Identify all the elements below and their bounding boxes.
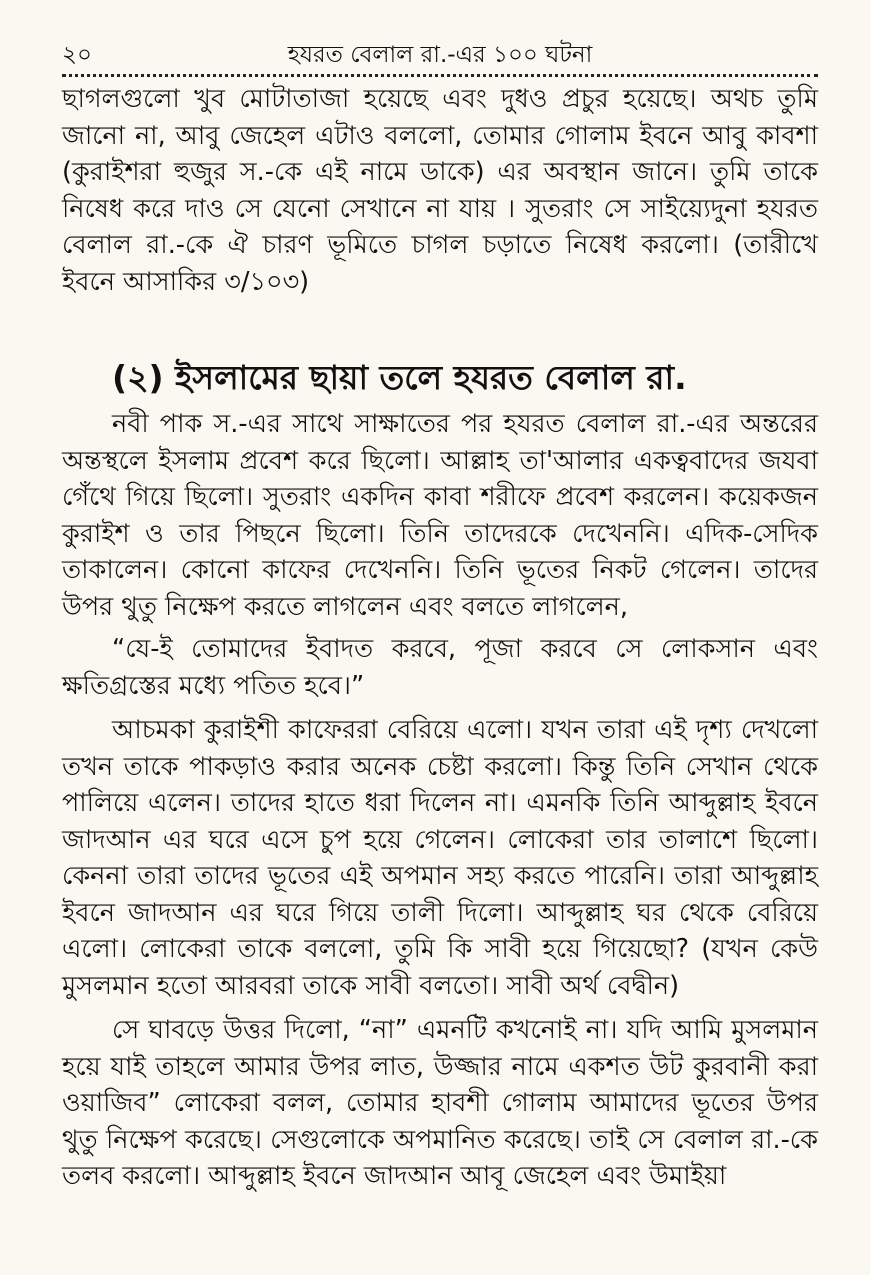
page-header <box>62 40 818 77</box>
paragraph-intro: নবী পাক স.-এর সাথে সাক্ষাতের পর হযরত বেলাল রা.-এর অন্তরের অন্তস্থলে ইসলাম প্রবেশ করে ছিলো। আল্লাহ তা'আলার একত্ববাদের জযবা গেঁথে গিয়ে ছিলো। সুতরাং একদিন কাবা শরীফে প্রবেশ করলেন। কয়েকজন কুরাইশ ও তার পিছনে ছিলো। তিনি তাদেরকে দেখেননি। এদিক-সেদিক তাকালেন। কোনো কাফের দেখেননি। তিনি ভূতের নিকট গেলেন। তাদের উপর থুতু নিক্ষেপ করতে লাগলেন এবং বলতে লাগলেন, <box>62 409 818 622</box>
section-heading: (২) ইসলামের ছায়া তলে হযরত বেলাল রা. <box>112 358 687 397</box>
page-number: ২০ <box>62 42 92 68</box>
paragraph-escape: আচমকা কুরাইশী কাফেররা বেরিয়ে এলো। যখন তারা এই দৃশ্য দেখলো তখন তাকে পাকড়াও করার অনেক চেষ্টা করলো। কিন্তু তিনি সেখান থেকে পালিয়ে এলেন। তাদের হাতে ধরা দিলেন না। এমনকি তিনি আব্দুল্লাহ ইবনে জাদআন এর ঘরে এসে চুপ হয়ে গেলেন। লোকেরা তার তালাশে ছিলো। কেননা তারা তাদের ভূতের এই অপমান সহ্য করতে পারেনি। তারা আব্দুল্লাহ ইবনে জাদআন এর ঘরে গিয়ে তালী দিলো। আব্দুল্লাহ ঘর থেকে বেরিয়ে এলো। লোকেরা তাকে বললো, তুমি কি সাবী হয়ে গিয়েছো? (যখন কেউ মুসলমান হতো আরবরা তাকে সাবী বলতো। সাবী অর্থ বেদ্বীন) <box>62 715 818 1001</box>
running-title: হযরত বেলাল রা.-এর ১০০ ঘটনা <box>287 42 593 68</box>
quote-paragraph: “যে-ই তোমাদের ইবাদত করবে, পূজা করবে সে লোকসান এবং ক্ষতিগ্রস্তের মধ্যে পতিত হবে।” <box>62 634 818 701</box>
paragraph-reply: সে ঘাবড়ে উত্তর দিলো, “না” এমনটি কখনোই না। যদি আমি মুসলমান হয়ে যাই তাহলে আমার উপর লাত, উজ্জার নামে একশত উট কুরবানী করা ওয়াজিব” লোকেরা বলল, তোমার হাবশী গোলাম আমাদের ভূতের উপর থুতু নিক্ষেপ করেছে। সেগুলোকে অপমানিত করেছে। তাই সে বেলাল রা.-কে তলব করলো। আব্দুল্লাহ ইবনে জাদআন আবূ জেহেল এবং উমাইয়া <box>62 1015 818 1191</box>
paragraph-continuation: ছাগলগুলো খুব মোটাতাজা হয়েছে এবং দুধও প্রচুর হয়েছে। অথচ তুমি জানো না, আবু জেহেল এটাও বললো, তোমার গোলাম ইবনে আবু কাবশা (কুরাইশরা হুজুর স.-কে এই নামে ডাকে) এর অবস্থান জানে। তুমি তাকে নিষেধ করে দাও সে যেনো সেখানে না যায় । সুতরাং সে সাইয়্যেদুনা হযরত বেলাল রা.-কে ঐ চারণ ভূমিতে চাগল চড়াতে নিষেধ করলো। (তারীখে ইবনে আসাকির ৩/১০৩) <box>62 84 818 297</box>
